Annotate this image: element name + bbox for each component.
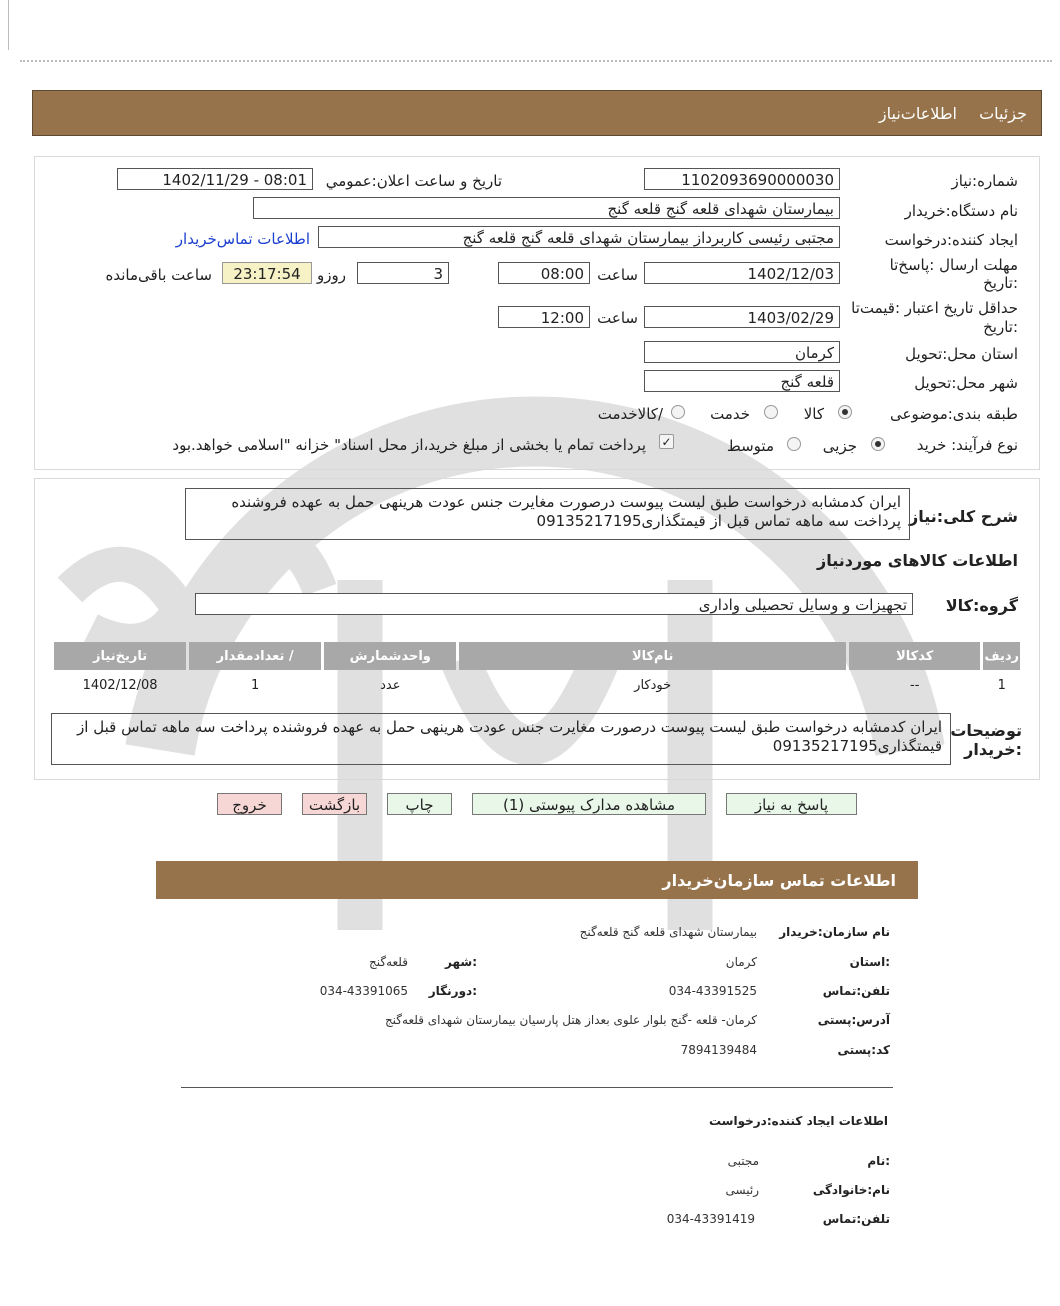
creator-label: ایجاد کننده:درخواست <box>884 231 1018 249</box>
announce-label: تاریخ و ساعت اعلان:عمومي <box>325 172 502 190</box>
goods-info-header: اطلاعات کالاهای موردنیاز <box>817 551 1018 570</box>
buyer-notes-label: توضیحات <box>950 721 1022 740</box>
creator-name-value: مجتبی <box>727 1154 759 1168</box>
creator-phone-label: تلفن:تماس <box>822 1212 890 1226</box>
back-button[interactable]: بازگشت <box>302 793 367 815</box>
buyer-org-label: نام دستگاه:خریدار <box>904 202 1018 220</box>
need-number-label: شماره:نیاز <box>951 172 1018 190</box>
col-code: کدکالا <box>849 642 981 670</box>
header-bar <box>32 90 1042 136</box>
tab-need-info[interactable]: اطلاعات‌نیاز <box>878 104 957 123</box>
contact-postal-label: کد:پستی <box>837 1043 890 1057</box>
contact-province-value: کرمان <box>725 955 757 969</box>
creator-info-header: اطلاعات ایجاد کننده:درخواست <box>708 1114 888 1128</box>
validity-date-field: 1403/02/29 <box>644 306 840 328</box>
payment-note: پرداخت تمام یا بخشی از مبلغ خرید،از محل اسناد" خزانه "اسلامی خواهد.بود <box>172 436 646 454</box>
col-unit: واحدشمارش <box>324 642 456 670</box>
contact-divider <box>181 1087 893 1088</box>
validity-time-field: 12:00 <box>498 306 590 328</box>
category-radio-service[interactable] <box>764 405 778 419</box>
creator-name-label: :نام <box>867 1154 890 1168</box>
cell-row: 1 <box>997 677 1006 693</box>
col-date: تاریخ‌نیاز <box>54 642 186 670</box>
deadline-time-field: 08:00 <box>498 262 590 284</box>
validity-time-label: ساعت <box>597 309 638 327</box>
contact-province-label: :استان <box>849 955 890 969</box>
left-edge-line <box>8 0 9 50</box>
category-goods-service-label: /کالاخدمت <box>597 405 663 423</box>
contact-city-value: قلعه‌گنج <box>368 955 408 969</box>
need-number-field: 1102093690000030 <box>644 168 840 190</box>
summary-label: شرح کلی:نیاز <box>909 507 1018 526</box>
city-label: شهر محل:تحویل <box>914 374 1018 392</box>
table-row <box>54 673 1020 697</box>
goods-group-field: تجهیزات و وسایل تحصیلی واداری <box>195 593 913 615</box>
summary-text: ایران کدمشابه درخواست طبق لیست پیوست درصورت مغایرت جنس عودت هرینهی حمل به عهده فروشنده پرداخت سه ماهه تماس قبل از قیمتگذاری09135217195 <box>185 488 910 540</box>
cell-unit: عدد <box>380 677 401 693</box>
cell-date: 1402/12/08 <box>82 677 158 693</box>
contact-info-link[interactable]: اطلاعات تماس‌خریدار <box>175 230 310 248</box>
cell-name: خودکار <box>634 677 672 693</box>
table-header-row <box>54 642 1020 670</box>
col-name: نام‌کالا <box>459 642 846 670</box>
deadline-time-label: ساعت <box>597 266 638 284</box>
validity-label: حداقل تاریخ اعتبار :قیمت‌تا <box>851 299 1018 317</box>
process-radio-minor[interactable] <box>871 437 885 451</box>
category-service-label: خدمت <box>710 405 750 423</box>
goods-group-label: گروه:کالا <box>945 596 1018 615</box>
days-field: 3 <box>357 262 449 284</box>
contact-address-label: آدرس:پستی <box>817 1013 890 1027</box>
contact-city-label: :شهر <box>445 955 477 969</box>
col-qty: / تعدادمقدار <box>189 642 321 670</box>
tab-details[interactable]: جزئیات <box>979 104 1027 123</box>
process-radio-medium[interactable] <box>787 437 801 451</box>
remaining-timer: 23:17:54 <box>222 262 312 284</box>
reply-button[interactable]: پاسخ به نیاز <box>726 793 857 815</box>
deadline-label-2: :تاریخ <box>983 274 1018 292</box>
creator-family-value: رئیسی <box>725 1183 759 1197</box>
category-label: طبقه بندی:موضوعی <box>890 405 1018 423</box>
days-label: روزو <box>317 266 346 284</box>
goods-table <box>51 639 1023 700</box>
process-minor-label: جزیی <box>822 437 857 455</box>
contact-header-bar <box>156 861 918 899</box>
creator-phone-value: 034-43391419 <box>666 1212 755 1226</box>
category-radio-goods-service[interactable] <box>671 405 685 419</box>
process-medium-label: متوسط <box>726 437 774 455</box>
cell-qty: 1 <box>251 677 260 693</box>
col-row: ردیف <box>983 642 1020 670</box>
payment-checkbox[interactable]: ✓ <box>659 434 674 449</box>
view-attachments-button[interactable]: مشاهده مدارک پیوستی (1) <box>472 793 706 815</box>
exit-button[interactable]: خروج <box>217 793 282 815</box>
announce-field: 1402/11/29 - 08:01 <box>117 168 313 190</box>
creator-family-label: نام:خانوادگی <box>812 1183 890 1197</box>
deadline-date-field: 1402/12/03 <box>644 262 840 284</box>
contact-fax-label: :دورنگار <box>428 984 477 998</box>
process-label: نوع فرآیند: خرید <box>916 436 1018 454</box>
contact-fax-value: 034-43391065 <box>319 984 408 998</box>
contact-postal-value: 7894139484 <box>680 1043 757 1057</box>
creator-field: مجتبی رئیسی کاربرداز بیمارستان شهدای قلعه گنج قلعه گنج <box>318 226 840 248</box>
buyer-notes-text: ایران کدمشابه درخواست طبق لیست پیوست درصورت مغایرت جنس عودت هرینهی حمل به عهده فروشنده پرداخت سه ماهه تماس قبل از قیمتگذاری09135217195 <box>51 713 951 765</box>
category-radio-goods[interactable] <box>838 405 852 419</box>
contact-org-label: نام سازمان:خریدار <box>779 925 890 939</box>
top-dotted-divider <box>20 60 1052 62</box>
remaining-label: ساعت باقی‌مانده <box>105 266 212 284</box>
province-field: کرمان <box>644 341 840 363</box>
cell-code: -- <box>910 677 920 693</box>
contact-phone-label: تلفن:تماس <box>822 984 890 998</box>
validity-label-2: :تاریخ <box>983 318 1018 336</box>
contact-org-value: بیمارستان شهدای قلعه گنج قلعه‌گنج <box>579 925 757 939</box>
contact-header-title: اطلاعات تماس سازمان‌خریدار <box>662 871 896 890</box>
buyer-notes-label-2: :خریدار <box>964 740 1022 759</box>
province-label: استان محل:تحویل <box>905 345 1018 363</box>
city-field: قلعه گنج <box>644 370 840 392</box>
print-button[interactable]: چاپ <box>387 793 452 815</box>
contact-phone-value: 034-43391525 <box>668 984 757 998</box>
buyer-org-field: بیمارستان شهدای قلعه گنج قلعه گنج <box>253 197 840 219</box>
contact-address-value: کرمان- قلعه -گنج بلوار علوی بعداز هتل پارسیان بیمارستان شهدای قلعه‌گنج <box>384 1013 757 1027</box>
category-goods-label: کالا <box>803 405 824 423</box>
deadline-label: مهلت ارسال :پاسخ‌تا <box>889 256 1018 274</box>
